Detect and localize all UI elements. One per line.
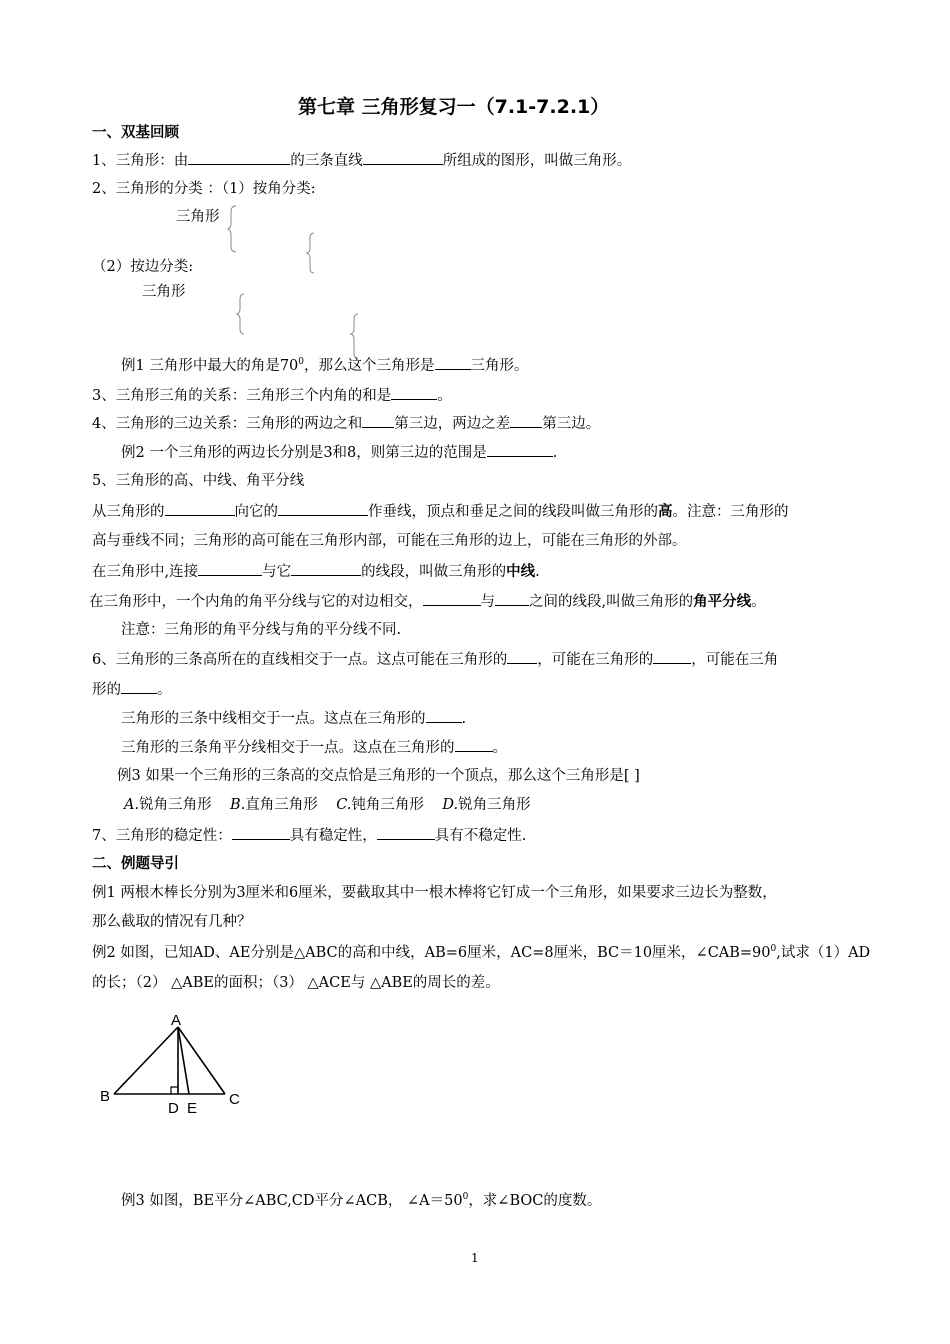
median-point-b: . (461, 711, 467, 727)
item-4-text-a: 4、三角形的三边关系：三角形的两边之和 (92, 416, 363, 432)
bisector-point-a: 三角形的三条角平分线相交于一点。这点在三角形的 (121, 740, 455, 756)
triangle-label: 三角形 (176, 209, 220, 225)
median-ae (178, 1027, 189, 1094)
item-6-text-b: ，可能在三角形的 (537, 652, 654, 668)
alt-text-d: 。注意：三角形的 (672, 504, 789, 520)
option-letter: D. (442, 797, 459, 813)
ex-text: 例1 两根木棒长分别为3厘米和6厘米，要截取其中一根木棒将它钉成一个三角形，如果要求三边长为整数， (92, 885, 777, 901)
med-text-a: 在三角形中,连接 (92, 564, 199, 580)
title-text: 第七章 三角形复习一（7.1-7.2.1） (298, 96, 610, 118)
item-4-text-c: 第三边。 (542, 416, 601, 432)
item-6-text-a: 6、三角形的三条高所在的直线相交于一点。这点可能在三角形的 (92, 652, 508, 668)
side-ac (178, 1027, 225, 1094)
label-e: E (187, 1100, 198, 1117)
item-4-text-b: 第三边，两边之差 (394, 416, 511, 432)
ex1-text-b: ，那么这个三角形是 (304, 358, 435, 374)
item-3-text-a: 3、三角形三角的关系：三角形三个内角的和是 (92, 388, 392, 404)
med-text-b: 与它 (262, 564, 292, 580)
item-1-text-b: 的三条直线 (290, 153, 363, 169)
alt-text-a: 从三角形的 (92, 504, 165, 520)
page-number-text: 1 (471, 1251, 479, 1265)
label-b: B (100, 1088, 111, 1105)
option-letter: A. (124, 797, 140, 813)
item-6-line2-a: 形的 (92, 682, 121, 698)
bis-text-d: 。 (751, 594, 766, 610)
term-bisector: 角平分线 (693, 594, 752, 610)
label-a: A (171, 1012, 182, 1029)
item-3-text-b: 。 (437, 388, 452, 404)
option-text: 锐角三角形 (139, 797, 212, 813)
example-2-3 (121, 1192, 601, 1210)
med-text-d: . (535, 564, 540, 580)
superscript: 0 (462, 1192, 469, 1203)
by-side-text: （2）按边分类: (92, 259, 194, 275)
ex-text: 那么截取的情况有几种？ (92, 914, 252, 930)
item-6-line2-b: 。 (157, 682, 172, 698)
option-letter: B. (230, 797, 246, 813)
page-number (471, 1249, 479, 1267)
ex-text: ，求∠BOC的度数。 (468, 1193, 602, 1209)
ex-text: 例2 如图，已知AD、AE分别是△ABC的高和中线，AB=6厘米，AC=8厘米，BC＝10厘米，∠CAB=90 (92, 945, 771, 961)
item-7-text-a: 7、三角形的稳定性： (92, 828, 232, 844)
option-text: 锐角三角形 (458, 797, 531, 813)
item-2-text: 2、三角形的分类 ：（1）按角分类: (92, 181, 316, 197)
alt-note-text: 高与垂线不同；三角形的高可能在三角形内部，可能在三角形的边上，可能在三角形的外部。 (92, 533, 687, 549)
ex-text: ,试求（1）AD (776, 945, 871, 961)
item-6-text-c: ，可能在三角 (691, 652, 779, 668)
term-altitude: 高 (658, 504, 673, 520)
ex1-text-a: 例1 三角形中最大的角是70 (121, 358, 299, 374)
item-5-head: 5、三角形的高、中线、角平分线 (92, 473, 305, 489)
side-ab (114, 1027, 178, 1094)
right-angle-mark (171, 1087, 178, 1094)
superscript: 0 (298, 357, 305, 368)
ex-text: 的长；（2） △ABE的面积；（3） △ACE与 △ABE的周长的差。 (92, 975, 500, 991)
median-point-a: 三角形的三条中线相交于一点。这点在三角形的 (121, 711, 426, 727)
item-1-text-a: 1、三角形：由 (92, 153, 189, 169)
section-heading-text: 一、双基回顾 (92, 125, 179, 141)
label-d: D (168, 1100, 179, 1117)
bisector-point-b: 。 (492, 740, 507, 756)
ex1-text-c: 三角形。 (470, 358, 529, 374)
item-7-text-c: 具有不稳定性. (434, 828, 527, 844)
ex2-text-b: . (552, 445, 558, 461)
option-text: 直角三角形 (245, 797, 318, 813)
bis-text-a: 在三角形中，一个内角的角平分线与它的对边相交， (89, 594, 423, 610)
bis-text-c: 之间的线段,叫做三角形的 (529, 594, 694, 610)
term-median: 中线 (506, 564, 536, 580)
med-text-c: 的线段，叫做三角形的 (361, 564, 507, 580)
alt-text-b: 向它的 (234, 504, 278, 520)
bis-text-b: 与 (480, 594, 495, 610)
triangle-label: 三角形 (142, 284, 186, 300)
item-7-text-b: 具有稳定性， (289, 828, 377, 844)
ex-text: 例3 如图，BE平分∠ABC,CD平分∠ACB， ∠A＝50 (121, 1193, 463, 1209)
option-letter: C. (336, 797, 352, 813)
superscript: 0 (770, 944, 777, 955)
bis-note-text: 注意：三角形的角平分线与角的平分线不同. (121, 622, 402, 638)
label-c: C (229, 1091, 240, 1108)
option-text: 钝角三角形 (351, 797, 424, 813)
ex2-text-a: 例2 一个三角形的两边长分别是3和8，则第三边的范围是 (121, 445, 487, 461)
section-heading-text: 二、例题导引 (92, 856, 179, 872)
alt-text-c: 作垂线，顶点和垂足之间的线段叫做三角形的 (368, 504, 658, 520)
item-1-text-c: 所组成的图形，叫做三角形。 (442, 153, 632, 169)
ex3-question: 例3 如果一个三角形的三条高的交点恰是三角形的一个顶点，那么这个三角形是[ ] (117, 768, 640, 784)
